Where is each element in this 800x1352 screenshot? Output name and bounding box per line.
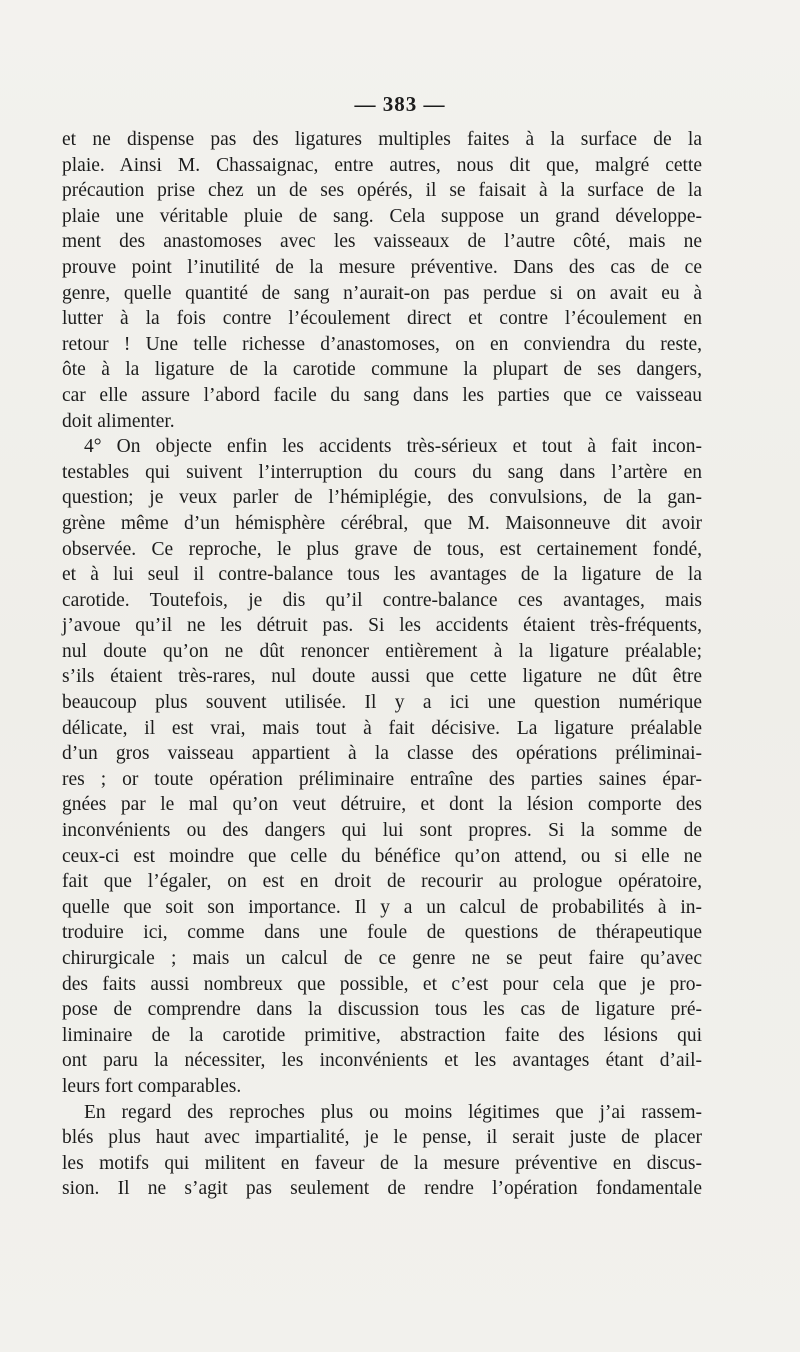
text-line: 4° On objecte enfin les accidents très-sérieux et tout à fait incon- <box>84 436 702 458</box>
text-line: plaie. Ainsi M. Chassaignac, entre autres, nous dit que, malgré cette <box>62 154 702 176</box>
text-line: leurs fort comparables. <box>62 1075 242 1097</box>
page-number: — 383 — <box>354 92 446 116</box>
text-line: question; je veux parler de l’hémiplégie, des convulsions, de la gan- <box>62 487 702 509</box>
text-line: prouve point l’inutilité de la mesure préventive. Dans des cas de ce <box>62 256 702 278</box>
text-line: beaucoup plus souvent utilisée. Il y a ici une question numérique <box>62 692 702 714</box>
text-line: précaution prise chez un de ses opérés, il se faisait à la surface de la <box>62 180 702 202</box>
text-line: genre, quelle quantité de sang n’aurait-on pas perdue si on avait eu à <box>62 282 702 304</box>
text-line: nul doute qu’on ne dût renoncer entièrement à la ligature préalable; <box>62 640 702 662</box>
text-line: doit alimenter. <box>62 410 175 432</box>
text-line: délicate, il est vrai, mais tout à fait décisive. La ligature préalable <box>62 717 702 739</box>
text-line: ont paru la nécessiter, les inconvénients et les avantages étant d’ail- <box>62 1050 702 1072</box>
text-line: fait que l’égaler, on est en droit de recourir au prologue opératoire, <box>62 871 702 893</box>
text-line: j’avoue qu’il ne les détruit pas. Si les accidents étaient très-fréquents, <box>62 615 702 637</box>
text-line: res ; or toute opération préliminaire entraîne des parties saines épar- <box>62 768 702 790</box>
text-line: s’ils étaient très-rares, nul doute aussi que cette ligature ne dût être <box>62 666 702 688</box>
text-line: ceux-ci est moindre que celle du bénéfice qu’on attend, ou si elle ne <box>62 845 702 867</box>
text-line: lutter à la fois contre l’écoulement direct et contre l’écoulement en <box>62 308 702 330</box>
text-line: grène même d’un hémisphère cérébral, que M. Maisonneuve dit avoir <box>62 512 702 534</box>
text-line: chirurgicale ; mais un calcul de ce genre ne se peut faire qu’avec <box>62 948 702 969</box>
text-line: plaie une véritable pluie de sang. Cela suppose un grand développe- <box>62 205 702 227</box>
body-text <box>62 127 702 1202</box>
text-line: En regard des reproches plus ou moins légitimes que j’ai rassem- <box>84 1101 702 1123</box>
text-line: retour ! Une telle richesse d’anastomoses, on en conviendra du reste, <box>62 333 702 355</box>
text-line: carotide. Toutefois, je dis qu’il contre-balance ces avantages, mais <box>62 589 702 611</box>
text-line: troduire ici, comme dans une foule de questions de thérapeutique <box>62 922 702 944</box>
text-line: testables qui suivent l’interruption du cours du sang dans l’artère en <box>62 461 702 483</box>
text-line: liminaire de la carotide primitive, abstraction faite des lésions qui <box>62 1024 702 1046</box>
text-line: pose de comprendre dans la discussion tous les cas de ligature pré- <box>62 999 702 1021</box>
text-line: ment des anastomoses avec les vaisseaux de l’autre côté, mais ne <box>62 231 702 253</box>
text-line: les motifs qui militent en faveur de la mesure préventive en discus- <box>62 1152 702 1174</box>
text-line: et à lui seul il contre-balance tous les avantages de la ligature de la <box>62 564 702 586</box>
text-line: quelle que soit son importance. Il y a un calcul de probabilités à in- <box>62 896 702 918</box>
text-line: sion. Il ne s’agit pas seulement de rendre l’opération fondamentale <box>62 1178 702 1200</box>
text-line: gnées par le mal qu’on veut détruire, et dont la lésion comporte des <box>62 794 702 816</box>
text-line: inconvénients ou des dangers qui lui sont propres. Si la somme de <box>62 820 702 842</box>
text-line: blés plus haut avec impartialité, je le pense, il serait juste de placer <box>62 1127 702 1149</box>
text-line: des faits aussi nombreux que possible, et c’est pour cela que je pro- <box>62 973 702 995</box>
text-line: ôte à la ligature de la carotide commune la plupart de ses dangers, <box>62 359 702 381</box>
text-line: car elle assure l’abord facile du sang dans les parties que ce vaisseau <box>62 384 702 406</box>
text-line: et ne dispense pas des ligatures multiples faites à la surface de la <box>62 129 702 150</box>
text-line: d’un gros vaisseau appartient à la classe des opérations préliminai- <box>62 743 702 765</box>
text-line: observée. Ce reproche, le plus grave de tous, est certainement fondé, <box>62 538 702 560</box>
